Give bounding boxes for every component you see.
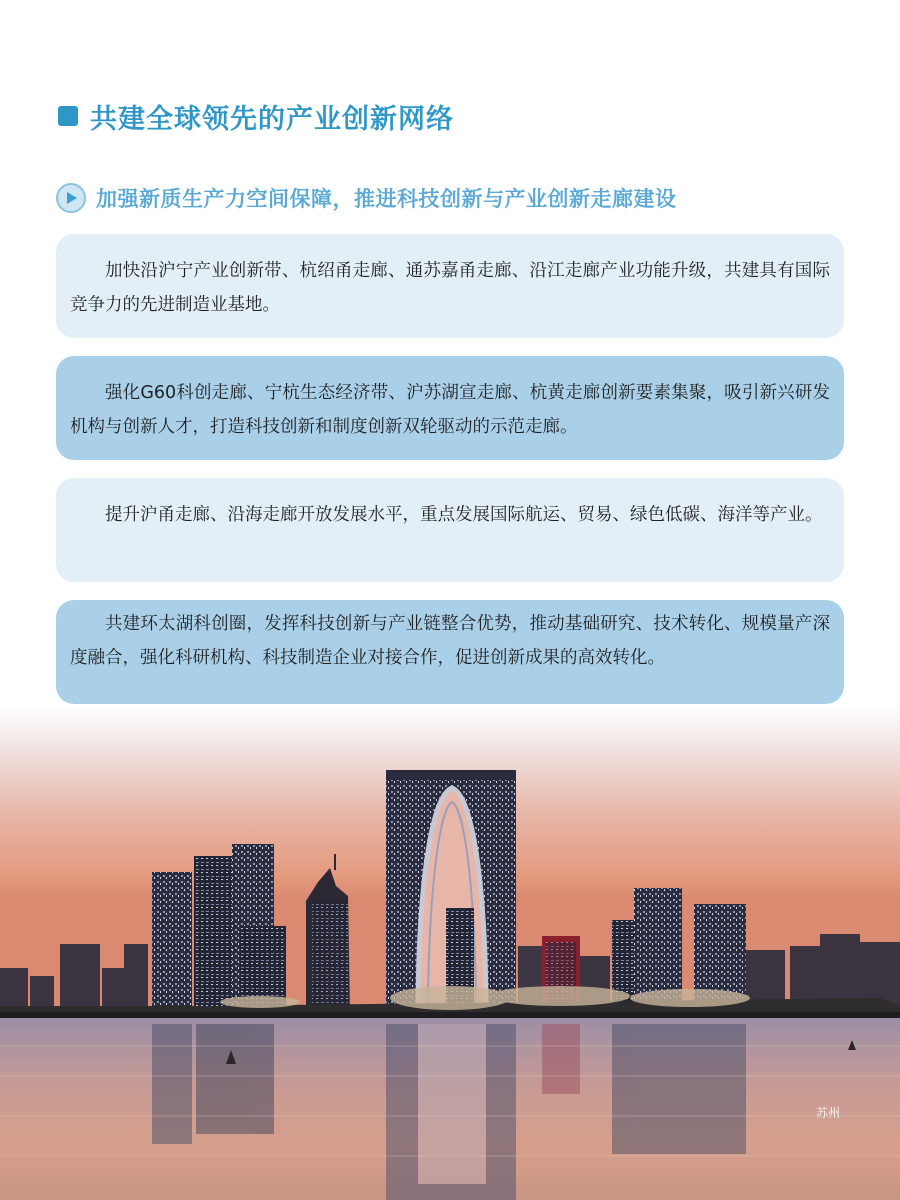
square-bullet-icon [58, 106, 78, 126]
play-circle-icon [56, 183, 86, 213]
subsection-heading [56, 180, 677, 216]
suzhou-skyline-photo [0, 706, 900, 1200]
subsection-title: 加强新质生产力空间保障，推进科技创新与产业创新走廊建设 [96, 187, 677, 211]
photo-caption: 苏州 [816, 1106, 841, 1120]
section-title: 共建全球领先的产业创新网络 [90, 103, 454, 135]
paragraph-card-4: 共建环太湖科创圈，发挥科技创新与产业链整合优势，推动基础研究、技术转化、规模量产深度融合，强化科研机构、科技制造企业对接合作，促进创新成果的高效转化。 [56, 600, 844, 704]
paragraph-card-2: 强化G60科创走廊、宁杭生态经济带、沪苏湖宣走廊、杭黄走廊创新要素集聚，吸引新兴研发机构与创新人才，打造科技创新和制度创新双轮驱动的示范走廊。 [56, 356, 844, 460]
section-heading [58, 96, 454, 136]
paragraph-card-3: 提升沪甬走廊、沿海走廊开放发展水平，重点发展国际航运、贸易、绿色低碳、海洋等产业。 [56, 478, 844, 582]
paragraph-card-1: 加快沿沪宁产业创新带、杭绍甬走廊、通苏嘉甬走廊、沿江走廊产业功能升级，共建具有国际竞争力的先进制造业基地。 [56, 234, 844, 338]
